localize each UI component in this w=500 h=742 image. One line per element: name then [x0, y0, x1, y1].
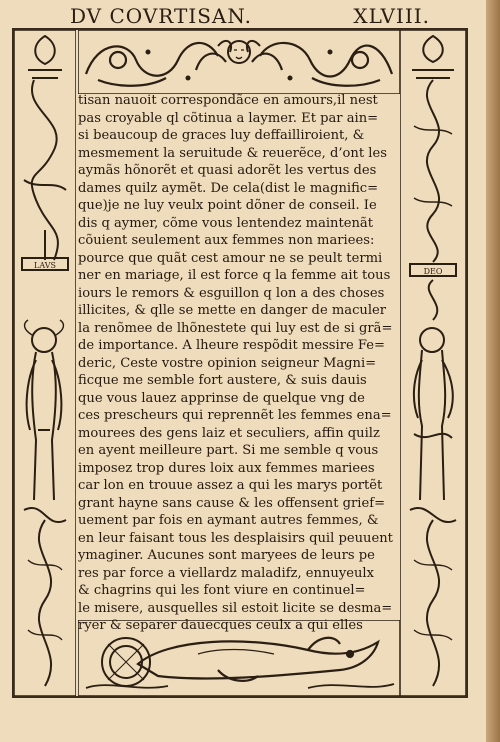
text-line: dis q aymer, cõme vous lentendez maintenãt [78, 215, 374, 231]
deo-banner-text: DEO [423, 267, 443, 276]
text-line: aymãs hõnorẽt et quasi adorẽt les vertus des [78, 163, 377, 178]
text-line: ficque me semble fort austere, & suis dauis [78, 373, 367, 388]
body-text [78, 92, 402, 635]
text-line: de importance. A lheure respõdit messire Fe= [78, 338, 385, 353]
text-line: ymaginer. Aucunes sont maryees de leurs pe [78, 548, 375, 563]
folio-number: XLVIII. [353, 4, 430, 28]
text-line: iours le remors & esguillon q lon a des choses [78, 285, 385, 301]
text-line: uement par fois en aymant autres femmes, & [78, 513, 379, 528]
text-line: tisan nauoit correspondãce en amours,il nest [78, 93, 378, 108]
text-line: ner en mariage, il est force q la femme ait tous [78, 268, 391, 283]
right-ornament-column [400, 30, 466, 696]
text-line: & chagrins qui les font viure en continuel= [78, 583, 366, 598]
text-line: res par force a viellardz maladifz, ennuyeulx [78, 565, 374, 581]
text-line: pource que quãt cest amour ne se peult termi [78, 250, 383, 266]
text-line: illicites, & qlle se mette en danger de maculer [78, 303, 387, 318]
text-line: si beaucoup de graces luy deffailliroient, & [78, 128, 365, 143]
text-line: mourees des gens laiz et seculiers, affin quilz [78, 425, 380, 441]
wreath-icon [102, 638, 150, 686]
running-title: DV COVRTISAN. [70, 4, 252, 28]
text-line: deric, Ceste vostre opinion seigneur Magni= [78, 355, 377, 371]
text-line: ces prescheurs qui reprennẽt les femmes ena= [78, 408, 392, 423]
running-header [70, 4, 430, 30]
left-ornament-column [14, 30, 76, 696]
text-line: dames quilz aymẽt. De cela(dist le magnific= [78, 180, 379, 196]
text-line: en leur faisant tous les desplaisirs quil peuuent [78, 530, 393, 546]
page-edge [486, 0, 500, 742]
text-line: car lon en trouue assez a qui les marys portẽt [78, 478, 383, 493]
text-line: mesmement la seruitude & reuerẽce, d’ont les [78, 145, 387, 161]
text-line: que vous lauez apprinse de quelque vng de [78, 390, 365, 406]
text-line: la renõmee de lhõnestete qui luy est de si grã= [78, 320, 393, 336]
text-line: en ayent meilleure part. Si me semble q vous [78, 443, 379, 458]
text-line: cõuient seulement aux femmes non mariees: [78, 233, 375, 248]
text-line: le misere, ausquelles sil estoit licite se desma= [78, 600, 393, 616]
text-line: pas croyable ql cõtinua a laymer. Et par ain= [78, 110, 379, 126]
laus-banner-text: LAVS [34, 261, 56, 270]
top-ornament-border [78, 30, 400, 94]
text-line: grant hayne sans cause & les offensent grief= [78, 495, 386, 511]
text-line: ryer & separer dauecques ceulx a qui elles [78, 618, 363, 633]
text-line: imposez trop dures loix aux femmes mariees [78, 460, 375, 476]
text-line: que)je ne luy veulx point dõner de conseil. Ie [78, 198, 377, 213]
